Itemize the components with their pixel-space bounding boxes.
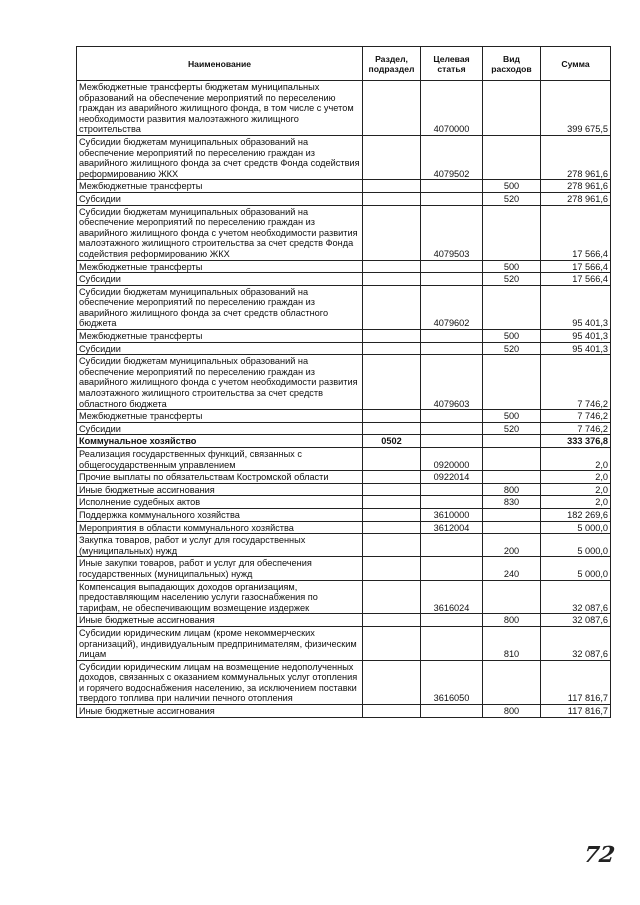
cell-sum: 2,0 bbox=[541, 483, 611, 496]
table-row bbox=[77, 81, 611, 136]
table-row bbox=[77, 705, 611, 718]
cell-name: Прочие выплаты по обязательствам Костромской области bbox=[77, 471, 363, 484]
cell-sum: 17 566,4 bbox=[541, 205, 611, 260]
cell-name: Реализация государственных функций, связанных с общегосударственным управлением bbox=[77, 448, 363, 471]
table-row bbox=[77, 260, 611, 273]
cell-target: 4079603 bbox=[421, 355, 483, 410]
cell-section bbox=[363, 330, 421, 343]
cell-section bbox=[363, 260, 421, 273]
cell-section bbox=[363, 422, 421, 435]
cell-target: 0920000 bbox=[421, 448, 483, 471]
cell-section bbox=[363, 410, 421, 423]
cell-target bbox=[421, 435, 483, 448]
table-row bbox=[77, 205, 611, 260]
cell-sum: 5 000,0 bbox=[541, 557, 611, 580]
cell-type bbox=[483, 205, 541, 260]
cell-section bbox=[363, 135, 421, 179]
cell-sum: 399 675,5 bbox=[541, 81, 611, 136]
cell-name: Субсидии бюджетам муниципальных образований на обеспечение мероприятий по переселению граждан из аварийного жилищного фонда за счет средств Фонда содействия реформированию ЖКХ bbox=[77, 135, 363, 179]
cell-name: Межбюджетные трансферты бюджетам муниципальных образований на обеспечение мероприятий по переселению граждан из аварийного жилищного фонда, в том числе с учетом необходимости развития малоэтажного жилищного строительства bbox=[77, 81, 363, 136]
cell-target: 3616024 bbox=[421, 580, 483, 614]
cell-sum: 333 376,8 bbox=[541, 435, 611, 448]
table-header-row bbox=[77, 47, 611, 81]
cell-target bbox=[421, 483, 483, 496]
cell-section bbox=[363, 273, 421, 286]
cell-type: 800 bbox=[483, 614, 541, 627]
cell-type: 520 bbox=[483, 422, 541, 435]
cell-type: 520 bbox=[483, 192, 541, 205]
cell-section bbox=[363, 180, 421, 193]
cell-section bbox=[363, 508, 421, 521]
cell-type: 800 bbox=[483, 483, 541, 496]
table-row bbox=[77, 410, 611, 423]
cell-target bbox=[421, 192, 483, 205]
cell-sum: 117 816,7 bbox=[541, 660, 611, 704]
cell-section bbox=[363, 355, 421, 410]
cell-name: Закупка товаров, работ и услуг для государственных (муниципальных) нужд bbox=[77, 534, 363, 557]
cell-section bbox=[363, 285, 421, 329]
cell-section bbox=[363, 614, 421, 627]
cell-type bbox=[483, 135, 541, 179]
cell-target bbox=[421, 705, 483, 718]
cell-target bbox=[421, 410, 483, 423]
table-row bbox=[77, 342, 611, 355]
cell-section bbox=[363, 342, 421, 355]
cell-sum: 5 000,0 bbox=[541, 521, 611, 534]
cell-section bbox=[363, 521, 421, 534]
cell-sum: 2,0 bbox=[541, 496, 611, 509]
table-row bbox=[77, 180, 611, 193]
cell-name: Субсидии bbox=[77, 342, 363, 355]
cell-name: Коммунальное хозяйство bbox=[77, 435, 363, 448]
cell-name: Иные бюджетные ассигнования bbox=[77, 614, 363, 627]
table-body bbox=[77, 81, 611, 718]
cell-type: 500 bbox=[483, 180, 541, 193]
cell-section bbox=[363, 705, 421, 718]
table-row bbox=[77, 580, 611, 614]
cell-section bbox=[363, 205, 421, 260]
cell-section bbox=[363, 626, 421, 660]
table-row bbox=[77, 626, 611, 660]
cell-name: Иные бюджетные ассигнования bbox=[77, 483, 363, 496]
cell-sum: 7 746,2 bbox=[541, 355, 611, 410]
table-row bbox=[77, 285, 611, 329]
cell-name: Иные бюджетные ассигнования bbox=[77, 705, 363, 718]
cell-type bbox=[483, 660, 541, 704]
cell-section bbox=[363, 471, 421, 484]
cell-name: Исполнение судебных актов bbox=[77, 496, 363, 509]
header-type: Вид расходов bbox=[483, 47, 541, 81]
cell-type bbox=[483, 285, 541, 329]
cell-type: 240 bbox=[483, 557, 541, 580]
cell-name: Субсидии бюджетам муниципальных образований на обеспечение мероприятий по переселению граждан из аварийного жилищного фонда с учетом необходимости развития малоэтажного жилищного строительства за счет средств областного бюджета bbox=[77, 355, 363, 410]
cell-name: Субсидии бюджетам муниципальных образований на обеспечение мероприятий по переселению граждан из аварийного жилищного фонда с учетом необходимости развития малоэтажного жилищного строительства за счет средств Фонда содействия реформированию ЖКХ bbox=[77, 205, 363, 260]
cell-target: 4070000 bbox=[421, 81, 483, 136]
cell-target: 4079503 bbox=[421, 205, 483, 260]
cell-target bbox=[421, 273, 483, 286]
cell-sum: 278 961,6 bbox=[541, 192, 611, 205]
cell-sum: 7 746,2 bbox=[541, 422, 611, 435]
cell-name: Субсидии юридическим лицам на возмещение недополученных доходов, связанных с оказанием коммунальных услуг отопления и горячего водоснабжения населению, за исключением поставки твердого топлива при наличии печного отопления bbox=[77, 660, 363, 704]
table-row bbox=[77, 496, 611, 509]
cell-section bbox=[363, 534, 421, 557]
cell-type bbox=[483, 508, 541, 521]
cell-target bbox=[421, 496, 483, 509]
cell-name: Компенсация выпадающих доходов организациям, предоставляющим населению услуги газоснабжения по тарифам, не обеспечивающим возмещение издержек bbox=[77, 580, 363, 614]
header-name: Наименование bbox=[77, 47, 363, 81]
cell-sum: 32 087,6 bbox=[541, 580, 611, 614]
table-row bbox=[77, 448, 611, 471]
cell-section bbox=[363, 580, 421, 614]
table-row bbox=[77, 435, 611, 448]
cell-target bbox=[421, 330, 483, 343]
budget-table bbox=[76, 46, 611, 718]
table-row bbox=[77, 557, 611, 580]
cell-type bbox=[483, 471, 541, 484]
table-row bbox=[77, 471, 611, 484]
cell-name: Субсидии юридическим лицам (кроме некоммерческих организаций), индивидуальным предпринимателям, физическим лицам bbox=[77, 626, 363, 660]
cell-target bbox=[421, 557, 483, 580]
table-row bbox=[77, 614, 611, 627]
cell-target: 4079602 bbox=[421, 285, 483, 329]
page-number: 72 bbox=[582, 842, 617, 868]
cell-sum: 32 087,6 bbox=[541, 626, 611, 660]
cell-target: 3610000 bbox=[421, 508, 483, 521]
cell-sum: 95 401,3 bbox=[541, 342, 611, 355]
cell-type: 520 bbox=[483, 342, 541, 355]
table-row bbox=[77, 534, 611, 557]
cell-name: Межбюджетные трансферты bbox=[77, 180, 363, 193]
cell-sum: 2,0 bbox=[541, 448, 611, 471]
cell-type bbox=[483, 81, 541, 136]
table-row bbox=[77, 192, 611, 205]
cell-sum: 278 961,6 bbox=[541, 135, 611, 179]
cell-type bbox=[483, 521, 541, 534]
cell-section bbox=[363, 660, 421, 704]
cell-target bbox=[421, 614, 483, 627]
cell-sum: 17 566,4 bbox=[541, 260, 611, 273]
header-target: Целевая статья bbox=[421, 47, 483, 81]
cell-target bbox=[421, 260, 483, 273]
table-row bbox=[77, 422, 611, 435]
cell-type: 500 bbox=[483, 410, 541, 423]
cell-name: Поддержка коммунального хозяйства bbox=[77, 508, 363, 521]
cell-sum: 5 000,0 bbox=[541, 534, 611, 557]
table-row bbox=[77, 135, 611, 179]
cell-sum: 32 087,6 bbox=[541, 614, 611, 627]
cell-name: Межбюджетные трансферты bbox=[77, 260, 363, 273]
cell-sum: 95 401,3 bbox=[541, 330, 611, 343]
cell-section bbox=[363, 81, 421, 136]
cell-target: 3612004 bbox=[421, 521, 483, 534]
cell-type bbox=[483, 435, 541, 448]
cell-name: Субсидии bbox=[77, 192, 363, 205]
table-row bbox=[77, 660, 611, 704]
cell-target bbox=[421, 422, 483, 435]
cell-section bbox=[363, 557, 421, 580]
table-row bbox=[77, 330, 611, 343]
cell-target: 4079502 bbox=[421, 135, 483, 179]
cell-name: Межбюджетные трансферты bbox=[77, 410, 363, 423]
cell-name: Мероприятия в области коммунального хозяйства bbox=[77, 521, 363, 534]
table-row bbox=[77, 508, 611, 521]
cell-name: Межбюджетные трансферты bbox=[77, 330, 363, 343]
cell-sum: 95 401,3 bbox=[541, 285, 611, 329]
cell-name: Субсидии bbox=[77, 422, 363, 435]
cell-section bbox=[363, 483, 421, 496]
cell-type bbox=[483, 580, 541, 614]
cell-sum: 182 269,6 bbox=[541, 508, 611, 521]
cell-type: 500 bbox=[483, 330, 541, 343]
cell-sum: 2,0 bbox=[541, 471, 611, 484]
cell-section bbox=[363, 192, 421, 205]
cell-target bbox=[421, 342, 483, 355]
header-section: Раздел, подраздел bbox=[363, 47, 421, 81]
header-sum: Сумма bbox=[541, 47, 611, 81]
table-row bbox=[77, 273, 611, 286]
cell-target: 3616050 bbox=[421, 660, 483, 704]
cell-target bbox=[421, 534, 483, 557]
cell-sum: 7 746,2 bbox=[541, 410, 611, 423]
cell-sum: 17 566,4 bbox=[541, 273, 611, 286]
cell-target: 0922014 bbox=[421, 471, 483, 484]
cell-type: 800 bbox=[483, 705, 541, 718]
cell-name: Субсидии бюджетам муниципальных образований на обеспечение мероприятий по переселению граждан из аварийного жилищного фонда за счет средств областного бюджета bbox=[77, 285, 363, 329]
cell-target bbox=[421, 180, 483, 193]
cell-type: 810 bbox=[483, 626, 541, 660]
table-row bbox=[77, 483, 611, 496]
cell-target bbox=[421, 626, 483, 660]
cell-type: 520 bbox=[483, 273, 541, 286]
cell-type bbox=[483, 448, 541, 471]
cell-type: 500 bbox=[483, 260, 541, 273]
cell-name: Иные закупки товаров, работ и услуг для обеспечения государственных (муниципальных) нужд bbox=[77, 557, 363, 580]
cell-section bbox=[363, 448, 421, 471]
cell-sum: 278 961,6 bbox=[541, 180, 611, 193]
cell-type: 830 bbox=[483, 496, 541, 509]
table-row bbox=[77, 521, 611, 534]
cell-sum: 117 816,7 bbox=[541, 705, 611, 718]
cell-section: 0502 bbox=[363, 435, 421, 448]
cell-type: 200 bbox=[483, 534, 541, 557]
cell-name: Субсидии bbox=[77, 273, 363, 286]
cell-section bbox=[363, 496, 421, 509]
table-row bbox=[77, 355, 611, 410]
cell-type bbox=[483, 355, 541, 410]
